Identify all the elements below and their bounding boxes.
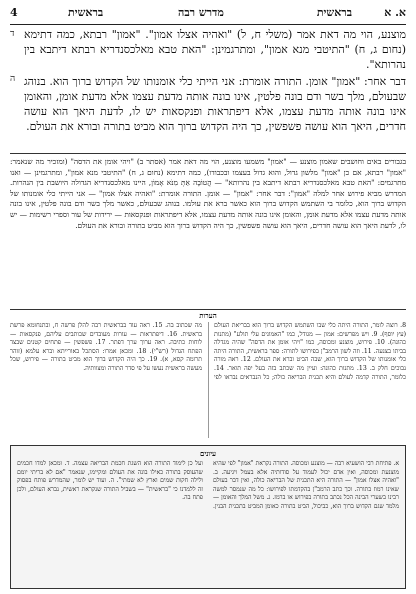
header-work-title: מדרש רבה xyxy=(178,6,224,19)
midrash-main-text xyxy=(10,27,406,151)
divider xyxy=(10,153,406,154)
page-number: 4 xyxy=(10,6,18,19)
insights-box xyxy=(10,445,406,589)
header-parasha: בראשית xyxy=(316,6,352,19)
insights-text: א. פתיחת רבי הושעיא רבה — מוצנע ומכוסה. התורה נקראת "אמון" לפי שהיא מוצנעת ומכוסה, ואין אדם יכול לעמוד על סודותיה אלא בעמל ויגיעה. ב. "ואהיה אצלו אמון" — התורה היא התכנית של הבריאה כולה, ואין דבר בעולם שאינו רמוז בתורה. וכך כתב הרמב"ן בהקדמתו לפירושו: כל מה שנמסר למשה רבינו בשערי הבינה הכל נכתב בתורה בפירוש או ברמז. ג. משל המלך והאומן — מלמד שגם הקדוש ברוך הוא, כביכול, הביט בתורה כאומן המביט בתכנית הבנין. ועל כן לימוד התורה הוא השגת חכמת הבריאה עצמה. ד. ומכאן למדו חכמים שהעוסק בתורה כאילו בונה את העולם ומקיימו, שנאמר "אם לא בריתי יומם ולילה חקות שמים וארץ לא שמתי". ה. ועוד יש לומר, שהמדרש פותח בפסוק זה ללמדנו כי "בראשית" — בשביל התורה שנקראת ראשית, נברא העולם, ולכן פתח בה. xyxy=(17,460,399,510)
header-book: בראשית xyxy=(68,6,104,19)
notes-heading: הערות xyxy=(199,311,217,320)
main-paragraph: מוצנע, הוי מה דאת אמר (משלי ח, ל) "ואהיה אצלו אמון". "אמון" רבתא, כמה דתימא (נחום ג, ח) "התיטבי מנא אמון", ומתרגמינן: "האת טבא מאלכסנדריא רבתא דיתבא בין נהרותא". xyxy=(24,28,406,71)
commentary-block: בגבורים באים וחושבים שאמון מוצנע — "אמון" משמעו מוצנע, הוי מה דאת אמר (אסתר ב) "ויהי אומן את הדסה" (ומזכיר מה שנאמר: "אמון" רבתא, אם כן "אמון" מלשון גדול, והוא גדול בעצמו ובכבודו), כמה דתימא (נחום ג, ח) "התיטבי מנא אמון", ומתרגמינן — ואנו מתרגמים: "האת טבא מאלכסנדריא רבתא דיתבא בין נהרותא" — הֲטוֹבָה אַתְּ מִנֹּא אָמוֹן, היינו מאלכסנדריא הגדולה היושבת בין הנהרות. המדרש מביא פירוש אחר למלה "אמון": דבר אחר: "אמון" — אומן. התורה אומרת: "ואהיה אצלו אמון" — אני הייתי כלי אומנותו של הקדוש ברוך הוא, כלומר בי השתמש הקדוש ברוך הוא כאשר ברא את עולמו. בנוהג שבעולם, כאשר מלך בשר ודם בונה פלטין, אינו בונה אותה מדעת עצמו אלא מדעת אומן, והאומן אינו בונה אותה מדעת עצמו, אלא דיפתראות ופנקסאות — ירידות של עור וספרי רשימות — יש לו, לדעת היאך הוא עושה חדרים, היאך הוא עושה פשפשין, כך היה הקדוש ברוך הוא מביט בתורה ובורא את העולם. xyxy=(10,157,406,230)
page-header xyxy=(10,6,406,25)
insights-heading: עיונים xyxy=(199,449,217,458)
header-reference: א. א xyxy=(384,6,406,19)
footnotes: 8. רוצה לומר, התורה היתה כלי שבו השתמש הקדוש ברוך הוא בבריאת העולם (עץ יוסף). 9. ויש מפרשים: אמון — מגודל, כמו "האמונים עלי תולע" (מתנות כהונה). 10. פירוש, מוצנע ומכוסה, כמו "ויהי אומן את הדסה" שהיה מגדלה בביתו בצנעה. 11. וזה לשון הרמב"ן בפירושו לתורה: ספר בראשית, התורה היתה כלי אומנותו של הקדוש ברוך הוא, שבה הביט וברא את העולם. 12. ראה מורה נבוכים חלק ב. 13. מתנות כהונה: ועיין מה שכתב בזה בעל יפה תואר. 14. כלומר, התורה קדמה לעולם והיא תכנית הבריאה כולה; כל הנבראים נבראו לפי מה שכתוב בה. 15. ראה עוד בבראשית רבה להלן פרשה ח, ובתנחומא פרשת בראשית. 16. דיפתראות — עורות מעובדים שכותבים עליהם, פנקסאות — לוחות כתיבה. ראה ערוך ערך דפתר. 17. פשפשין — פתחים קטנים שבצד הפתח הגדול (רש"י). 18. ומכאן אמרו: הסתכל באורייתא וברא עלמא (זוהר תרומה קסא, א). 19. כך היה הקדוש ברוך הוא מביט בתורה — פירוש, שכל מעשה בראשית נעשו על פי סדר התורה ומצוותיה. xyxy=(10,322,406,381)
margin-letter: ה xyxy=(10,74,16,84)
divider xyxy=(10,309,406,310)
margin-letter: ד xyxy=(10,29,15,39)
main-paragraph: דבר אחר: "אמון" אומן. התורה אומרת: אני הייתי כלי אומנותו של הקדוש ברוך הוא. בנוהג שבעולם, מלך בשר ודם בונה פלטין, אינו בונה אותה מדעת עצמו אלא מדעת אומן, והאומן אינו בונה אותה מדעת עצמו, אלא דיפתראות ופנקסאות יש לו, לדעת היאך הוא עושה חדרים, היאך הוא עושה פשפשין, כך היה הקדוש ברוך הוא מביט בתורה ובורא את העולם. xyxy=(24,75,406,133)
